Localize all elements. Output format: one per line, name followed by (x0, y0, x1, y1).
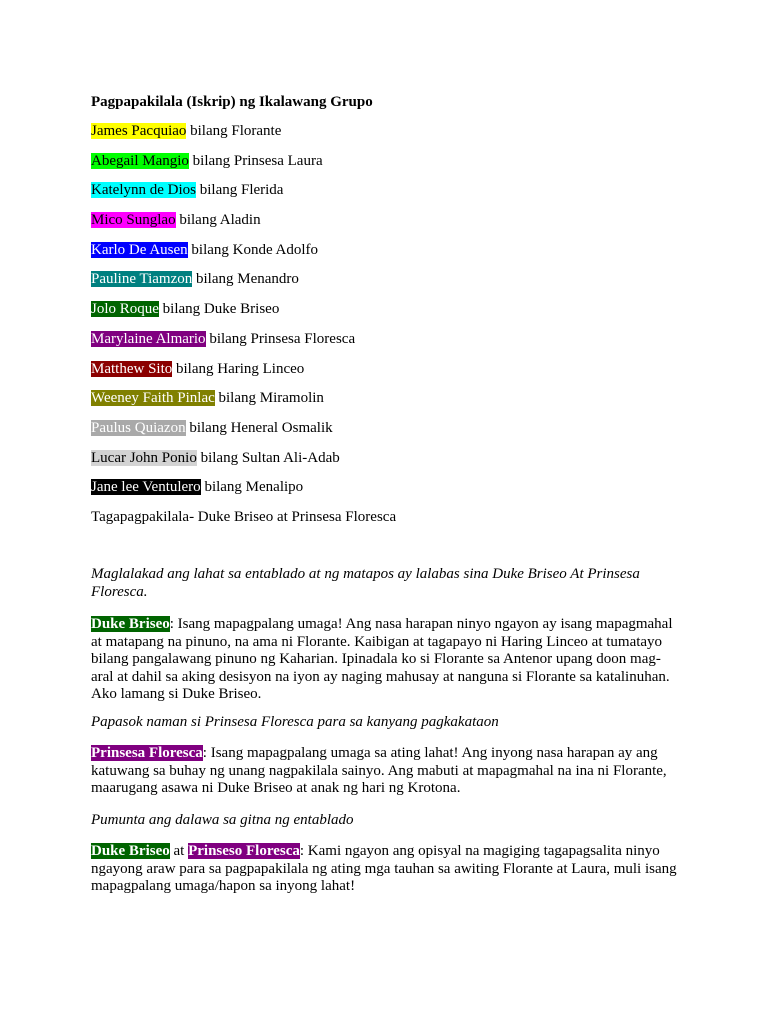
cast-name: Jolo Roque (91, 301, 159, 318)
cast-role: bilang Menandro (196, 271, 299, 288)
speaker-joiner: at (169, 843, 189, 859)
stage-direction-3: Pumunta ang dalawa sa gitna ng entablado (91, 812, 354, 828)
cast-item (91, 419, 691, 449)
cast-role: bilang Haring Linceo (176, 360, 305, 377)
cast-list (91, 122, 691, 508)
cast-name: Abegail Mangio (91, 152, 189, 169)
cast-item (91, 330, 691, 360)
speaker-label: Duke Briseo (91, 843, 170, 859)
speaker-label: Prinsesa Floresca (91, 745, 203, 761)
cast-name: Matthew Sito (91, 360, 173, 377)
cast-name: Pauline Tiamzon (91, 271, 193, 288)
cast-name: James Pacquiao (91, 123, 187, 139)
cast-name: Weeney Faith Pinlac (91, 390, 215, 407)
cast-item (91, 211, 691, 241)
cast-role: bilang Florante (190, 123, 282, 139)
document-title: Pagpapakilala (Iskrip) ng Ikalawang Grupo (91, 94, 373, 110)
speaker-label: Duke Briseo (91, 616, 170, 632)
cast-role: bilang Flerida (199, 182, 284, 199)
cast-item (91, 300, 691, 330)
speech-both (91, 843, 681, 896)
cast-role: bilang Heneral Osmalik (189, 419, 333, 436)
cast-item (91, 181, 691, 211)
cast-name: Karlo De Ausen (91, 241, 188, 258)
speech-duke-briseo (91, 616, 681, 704)
cast-role: bilang Menalipo (204, 479, 304, 496)
cast-item (91, 122, 691, 152)
cast-role: bilang Duke Briseo (162, 301, 280, 318)
cast-role: bilang Konde Adolfo (191, 241, 319, 258)
cast-name: Katelynn de Dios (91, 182, 196, 199)
cast-role: bilang Prinsesa Laura (192, 152, 323, 169)
speech-prinsesa-floresca (91, 745, 681, 798)
cast-item (91, 241, 691, 271)
cast-name: Lucar John Ponio (91, 449, 197, 466)
cast-name: Jane lee Ventulero (91, 479, 201, 496)
cast-item (91, 270, 691, 300)
cast-item (91, 449, 691, 479)
cast-item (91, 389, 691, 419)
cast-role: bilang Aladin (179, 212, 261, 229)
cast-name: Paulus Quiazon (91, 419, 186, 436)
introducers-line: Tagapagpakilala- Duke Briseo at Prinsesa Floresca (91, 509, 397, 525)
cast-item (91, 478, 691, 508)
speech-text: : Isang mapagpalang umaga sa ating lahat! Ang inyong nasa harapan ay ang katuwang sa buhay ng unang nagpakilala sainyo. Ang mabuti at mapagmahal na ina ni Florante, maarugang asawa ni Duke Briseo at anak ng hari ng Krotona. (91, 745, 667, 796)
speech-text: : Kami ngayon ang opisyal na magiging tagapagsalita ninyo ngayong araw para sa pagpapakilala ng ating mga tauhan sa awiting Florante at Laura, muli isang mapagpalang umaga/hapon sa inyong lahat! (91, 843, 677, 894)
cast-name: Mico Sunglao (91, 212, 176, 229)
cast-role: bilang Prinsesa Floresca (209, 330, 356, 347)
cast-item (91, 152, 691, 182)
cast-item (91, 360, 691, 390)
stage-direction-2: Papasok naman si Prinsesa Floresca para sa kanyang pagkakataon (91, 714, 499, 730)
cast-role: bilang Miramolin (218, 390, 324, 407)
speaker-label: Prinseso Floresca (188, 843, 300, 859)
cast-name: Marylaine Almario (91, 330, 206, 347)
cast-role: bilang Sultan Ali-Adab (200, 449, 340, 466)
speech-text: : Isang mapagpalang umaga! Ang nasa harapan ninyo ngayon ay isang mapagmahal at matapang na pinuno, na ama ni Florante. Kaibigan at tagapayo ni Haring Linceo at tumatayo bilang pangalawang pinuno ng Kaharian. Ipinadala ko si Florante sa Antenor upang doon mag-aral at dahil sa aking desisyon na iyon ay naging mahusay at nanguna si Florante sa katalinuhan. Ako lamang si Duke Briseo. (91, 616, 673, 702)
stage-direction-1: Maglalakad ang lahat sa entablado at ng matapos ay lalabas sina Duke Briseo At Prinsesa Floresca. (91, 566, 640, 600)
